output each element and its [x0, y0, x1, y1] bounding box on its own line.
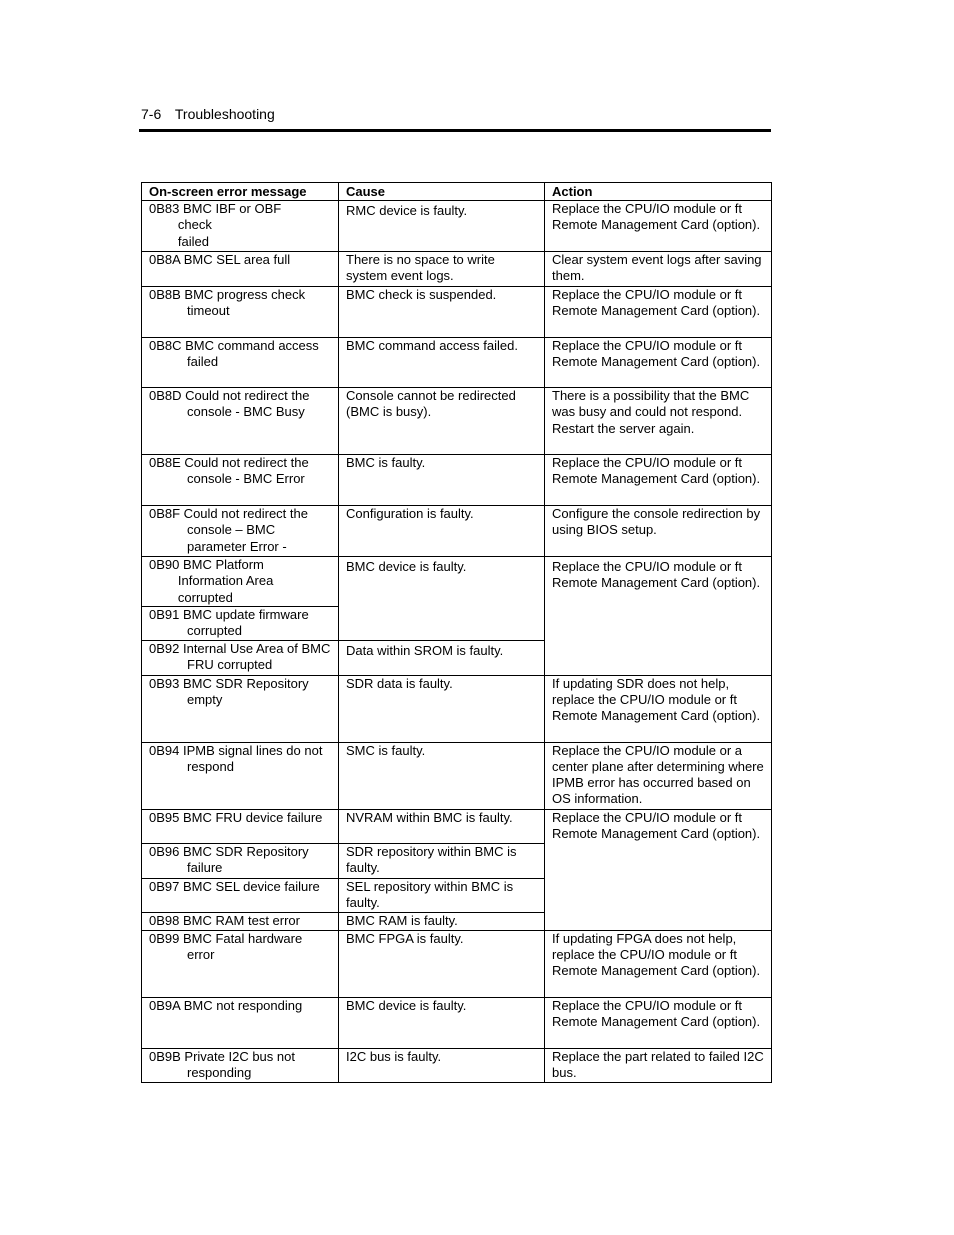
section-title: Troubleshooting — [174, 106, 275, 122]
error-message: 0B91 BMC update firmware corrupted — [149, 606, 313, 639]
error-message: 0B8B BMC progress check timeout — [149, 287, 309, 319]
cause-text: BMC FPGA is faulty. — [346, 930, 464, 946]
cause-text: Data within SROM is faulty. — [346, 642, 504, 658]
cause-cell — [339, 675, 545, 742]
message-cell — [142, 338, 339, 388]
cause-cell — [339, 930, 545, 997]
cause-cell — [339, 912, 545, 930]
column-header-cause: Cause — [339, 183, 545, 201]
cause-cell — [339, 201, 545, 252]
cause-cell — [339, 640, 545, 675]
cause-text: I2C bus is faulty. — [346, 1048, 442, 1064]
cause-text: SDR repository within BMC is faulty. — [346, 843, 521, 876]
message-cell — [142, 878, 339, 912]
message-cell — [142, 252, 339, 287]
error-message: 0B97 BMC SEL device failure — [149, 878, 320, 894]
table-row — [142, 930, 772, 997]
message-cell — [142, 287, 339, 338]
cause-text: BMC device is faulty. — [346, 997, 467, 1013]
cause-cell — [339, 742, 545, 809]
cause-text: NVRAM within BMC is faulty. — [346, 809, 513, 825]
cause-cell — [339, 252, 545, 287]
table-header-row — [142, 183, 772, 201]
cause-cell — [339, 338, 545, 388]
error-message: 0B83 BMC IBF or OBF check failed — [149, 201, 282, 249]
action-text: If updating SDR does not help, replace the CPU/IO module or ft Remote Management Card (option). — [552, 675, 761, 724]
error-message: 0B8C BMC command access failed — [149, 338, 323, 370]
action-cell — [545, 506, 772, 557]
message-cell — [142, 606, 339, 640]
action-text: Replace the CPU/IO module or ft Remote Management Card (option). — [552, 997, 761, 1030]
error-message: 0B90 BMC Platform Information Area corrupted — [149, 557, 274, 605]
cause-text: RMC device is faulty. — [346, 203, 468, 219]
action-text: Replace the part related to failed I2C bus. — [552, 1048, 768, 1081]
column-header-message: On-screen error message — [142, 183, 339, 201]
table-row — [142, 742, 772, 809]
action-cell — [545, 388, 772, 455]
cause-text: BMC check is suspended. — [346, 287, 497, 303]
action-cell — [545, 1048, 772, 1082]
message-cell — [142, 1048, 339, 1082]
table-row — [142, 455, 772, 506]
cause-cell — [339, 506, 545, 557]
action-text: Replace the CPU/IO module or ft Remote Management Card (option). — [552, 338, 761, 370]
cause-cell — [339, 388, 545, 455]
message-cell — [142, 557, 339, 607]
action-cell — [545, 455, 772, 506]
error-message: 0B8E Could not redirect the console - BMC Error — [149, 455, 313, 487]
action-text: If updating FPGA does not help, replace the CPU/IO module or ft Remote Management Card (option). — [552, 930, 761, 979]
table-row — [142, 1048, 772, 1082]
cause-text: BMC device is faulty. — [346, 559, 467, 575]
action-cell — [545, 201, 772, 252]
message-cell — [142, 455, 339, 506]
error-message: 0B98 BMC RAM test error — [149, 912, 300, 928]
cause-cell — [339, 287, 545, 338]
message-cell — [142, 809, 339, 843]
cause-cell — [339, 843, 545, 878]
page-header — [141, 106, 771, 122]
action-cell — [545, 338, 772, 388]
message-cell — [142, 388, 339, 455]
error-message: 0B99 BMC Fatal hardware error — [149, 930, 306, 963]
error-message: 0B8D Could not redirect the console - BMC Busy — [149, 388, 314, 420]
cause-cell — [339, 455, 545, 506]
header-rule — [139, 129, 771, 132]
cause-cell — [339, 557, 545, 641]
error-message: 0B92 Internal Use Area of BMC FRU corrupted — [149, 640, 334, 673]
action-cell — [545, 930, 772, 997]
table-row — [142, 388, 772, 455]
action-cell — [545, 557, 772, 676]
message-cell — [142, 930, 339, 997]
action-text: Replace the CPU/IO module or ft Remote Management Card (option). — [552, 201, 761, 233]
action-text: Clear system event logs after saving them. — [552, 252, 766, 284]
message-cell — [142, 843, 339, 878]
action-cell — [545, 252, 772, 287]
cause-text: SMC is faulty. — [346, 742, 426, 758]
page-number: 7-6 — [141, 106, 162, 122]
action-text: Replace the CPU/IO module or ft Remote Management Card (option). — [552, 809, 761, 842]
message-cell — [142, 201, 339, 252]
message-cell — [142, 506, 339, 557]
cause-text: Console cannot be redirected (BMC is busy). — [346, 388, 520, 420]
error-message: 0B9B Private I2C bus not responding — [149, 1048, 299, 1081]
message-cell — [142, 640, 339, 675]
cause-text: SDR data is faulty. — [346, 675, 453, 691]
action-text: Replace the CPU/IO module or a center plane after determining where IPMB error has occurred based on OS information. — [552, 742, 768, 807]
error-message: 0B95 BMC FRU device failure — [149, 809, 323, 825]
action-text: Replace the CPU/IO module or ft Remote Management Card (option). — [552, 287, 761, 319]
error-message: 0B9A BMC not responding — [149, 997, 303, 1013]
cause-text: BMC command access failed. — [346, 338, 518, 354]
cause-cell — [339, 1048, 545, 1082]
action-text: There is a possibility that the BMC was busy and could not respond. Restart the server again. — [552, 388, 753, 436]
table-row — [142, 338, 772, 388]
table-row — [142, 997, 772, 1048]
error-message: 0B8F Could not redirect the console – BMC parameter Error - — [149, 506, 312, 554]
error-message: 0B96 BMC SDR Repository failure — [149, 843, 313, 876]
cause-cell — [339, 997, 545, 1048]
cause-text: SEL repository within BMC is faulty. — [346, 878, 517, 911]
table-row — [142, 557, 772, 607]
cause-cell — [339, 878, 545, 912]
message-cell — [142, 742, 339, 809]
action-cell — [545, 997, 772, 1048]
table-row — [142, 506, 772, 557]
table-row — [142, 809, 772, 843]
message-cell — [142, 675, 339, 742]
cause-text: Configuration is faulty. — [346, 506, 474, 522]
error-message: 0B94 IPMB signal lines do not respond — [149, 742, 327, 775]
action-text: Replace the CPU/IO module or ft Remote Management Card (option). — [552, 455, 761, 487]
table-row — [142, 675, 772, 742]
action-cell — [545, 809, 772, 930]
action-cell — [545, 675, 772, 742]
error-message: 0B8A BMC SEL area full — [149, 252, 291, 268]
action-text: Configure the console redirection by using BIOS setup. — [552, 506, 764, 538]
error-message-table — [141, 182, 772, 1083]
message-cell — [142, 912, 339, 930]
table-row — [142, 287, 772, 338]
action-cell — [545, 742, 772, 809]
table-row — [142, 201, 772, 252]
cause-cell — [339, 809, 545, 843]
table-row — [142, 252, 772, 287]
column-header-action: Action — [545, 183, 772, 201]
action-text: Replace the CPU/IO module or ft Remote Management Card (option). — [552, 559, 761, 591]
message-cell — [142, 997, 339, 1048]
action-cell — [545, 287, 772, 338]
cause-text: BMC RAM is faulty. — [346, 912, 458, 928]
cause-text: BMC is faulty. — [346, 455, 426, 471]
cause-text: There is no space to write system event logs. — [346, 252, 499, 284]
error-message: 0B93 BMC SDR Repository empty — [149, 675, 313, 708]
